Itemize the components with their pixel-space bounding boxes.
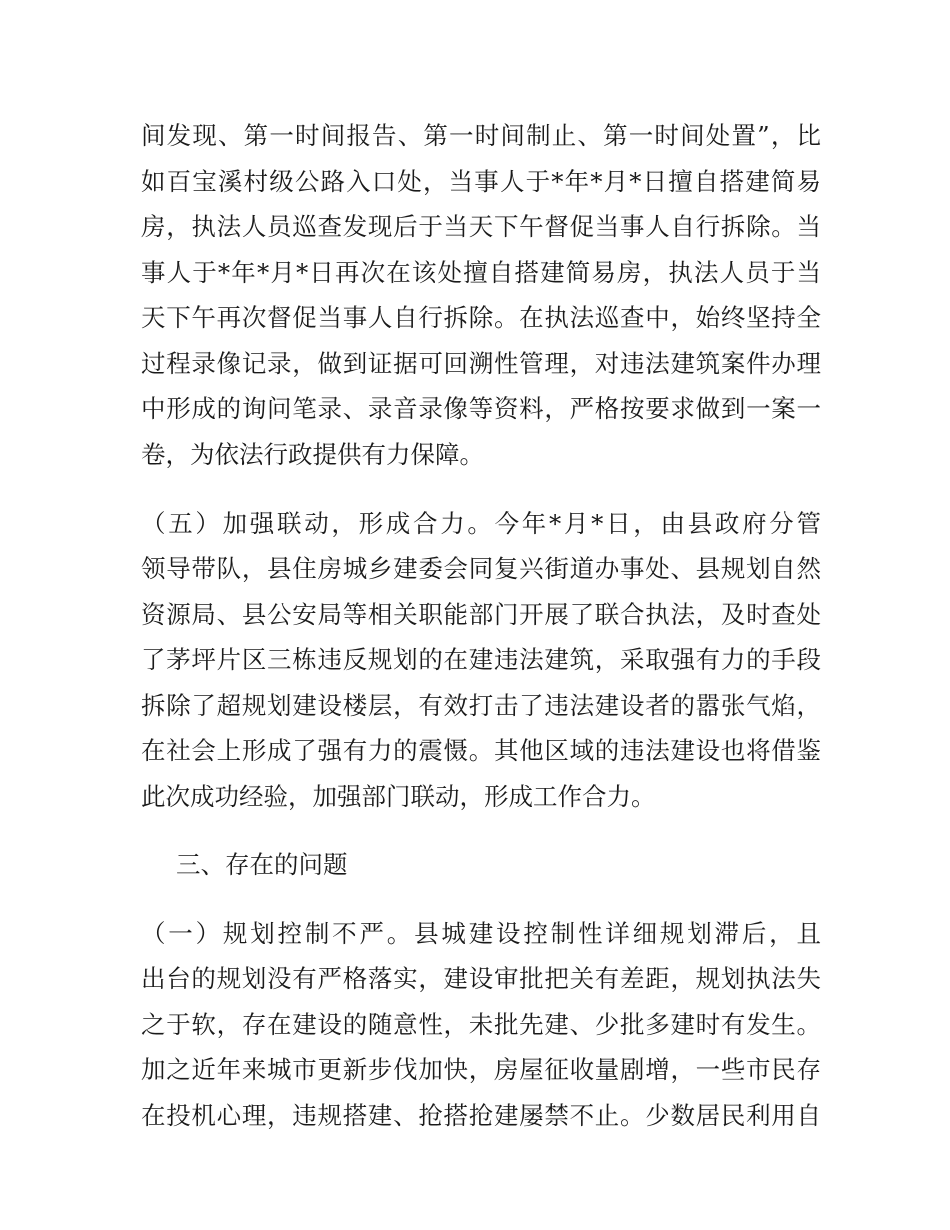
paragraph-line: 卷，为依法行政提供有力保障。 — [141, 440, 484, 469]
paragraph-line: （五）加强联动，形成合力。今年*月*日，由县政府分管 — [141, 509, 821, 538]
paragraph-line: 在社会上形成了强有力的震慑。其他区域的违法建设也将借鉴 — [141, 736, 821, 765]
paragraph-line: 加之近年来城市更新步伐加快，房屋征收量剧增，一些市民存 — [141, 1055, 821, 1084]
paragraph-line: 如百宝溪村级公路入口处，当事人于*年*月*日擅自搭建简易 — [141, 167, 821, 196]
paragraph-line: 在投机心理，违规搭建、抢搭抢建屡禁不止。少数居民利用自 — [141, 1101, 821, 1130]
paragraph-line: 事人于*年*月*日再次在该处擅自搭建简易房，执法人员于当 — [141, 258, 821, 287]
paragraph-line: 过程录像记录，做到证据可回溯性管理，对违法建筑案件办理 — [141, 349, 821, 378]
paragraph-line: 拆除了超规划建设楼层，有效打击了违法建设者的嚣张气焰， — [141, 691, 821, 720]
paragraph-line: 中形成的询问笔录、录音录像等资料，严格按要求做到一案一 — [141, 394, 821, 423]
paragraph-line: 房，执法人员巡查发现后于当天下午督促当事人自行拆除。当 — [141, 212, 821, 241]
paragraph-line: 间发现、第一时间报告、第一时间制止、第一时间处置”，比 — [141, 121, 821, 150]
paragraph-line: 领导带队，县住房城乡建委会同复兴街道办事处、县规划自然 — [141, 554, 821, 583]
paragraph-line: 了茅坪片区三栋违反规划的在建违法建筑，采取强有力的手段 — [141, 645, 821, 674]
paragraph-line: 资源局、县公安局等相关职能部门开展了联合执法，及时查处 — [141, 600, 821, 629]
paragraph-line: 出台的规划没有严格落实，建设审批把关有差距，规划执法失 — [141, 964, 821, 993]
paragraph-line: （一）规划控制不严。县城建设控制性详细规划滞后，且 — [141, 919, 821, 948]
paragraph-line: 之于软，存在建设的随意性，未批先建、少批多建时有发生。 — [141, 1010, 821, 1039]
paragraph-line: 此次成功经验，加强部门联动，形成工作合力。 — [141, 782, 656, 811]
section-heading: 三、存在的问题 — [176, 850, 348, 879]
paragraph-line: 天下午再次督促当事人自行拆除。在执法巡查中，始终坚持全 — [141, 303, 821, 332]
